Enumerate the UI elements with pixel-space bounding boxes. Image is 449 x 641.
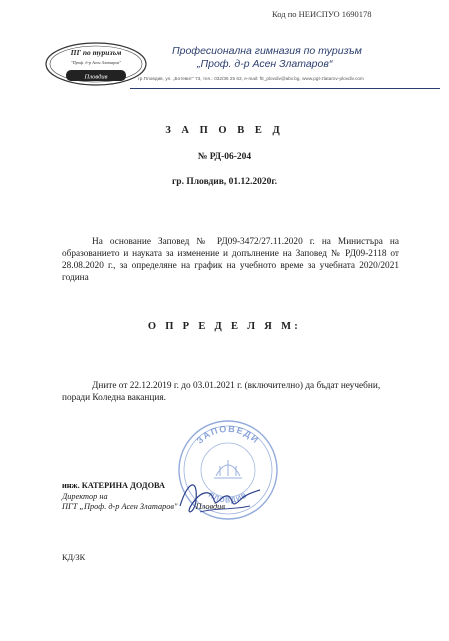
school-name-line2: „Проф. д-р Асен Златаров“ bbox=[197, 58, 333, 70]
order-number: № РД-06-204 bbox=[197, 152, 252, 162]
signature-block bbox=[62, 481, 225, 513]
order-heading: О П Р Е Д Е Л Я М: bbox=[147, 321, 302, 332]
place-date: гр. Пловдив, 01.12.2020г. bbox=[171, 177, 277, 187]
school-address: гр.Пловдив, ул. „Ботевит" 73, тел.: 032/36 25 63, e-mail: ftt_plovdiv@abv.bg, www.pgt-zlatarov-plovdiv.com bbox=[138, 76, 364, 81]
document-title: З А П О В Е Д bbox=[165, 125, 284, 136]
signatory-name: инж. КАТЕРИНА ДОДОВА bbox=[62, 481, 166, 490]
school-logo bbox=[44, 41, 148, 87]
author-initials: КД/ЗК bbox=[62, 553, 86, 562]
school-name bbox=[172, 45, 362, 71]
logo-text-mid: "Проф. д-р Асен Златаров" bbox=[70, 60, 122, 65]
signatory-school: ПГТ „Проф. д-р Асен Златаров" bbox=[62, 502, 178, 511]
logo-text-city: Пловдив bbox=[84, 73, 108, 81]
stamp-text-top: ЗАПОВЕДИ bbox=[194, 423, 262, 446]
header-divider bbox=[130, 88, 440, 89]
stamp-text-bottom: ПЛОВДИВ bbox=[206, 491, 250, 505]
basis-paragraph: На основание Заповед № РД09-3472/27.11.2020 г. на Министъра на образованието и науката за изменение и допълнение на Заповед № РД09-2118 от 28.08.2020 г., за определяне на график на учебното време за учебната 2020/2021 година bbox=[62, 237, 399, 283]
order-paragraph: Дните от 22.12.2019 г. до 03.01.2021 г. (включително) да бъдат неучебни, поради Коледна ваканция. bbox=[62, 381, 381, 403]
signatory-role: Директор на bbox=[62, 491, 108, 501]
signatory-city: Пловдив bbox=[195, 502, 225, 511]
document-code: Код по НЕИСПУО 1690178 bbox=[272, 9, 372, 19]
logo-text-top: ПГ по туризъм bbox=[70, 48, 122, 57]
school-name-line1: Професионална гимназия по туризъм bbox=[172, 45, 362, 57]
